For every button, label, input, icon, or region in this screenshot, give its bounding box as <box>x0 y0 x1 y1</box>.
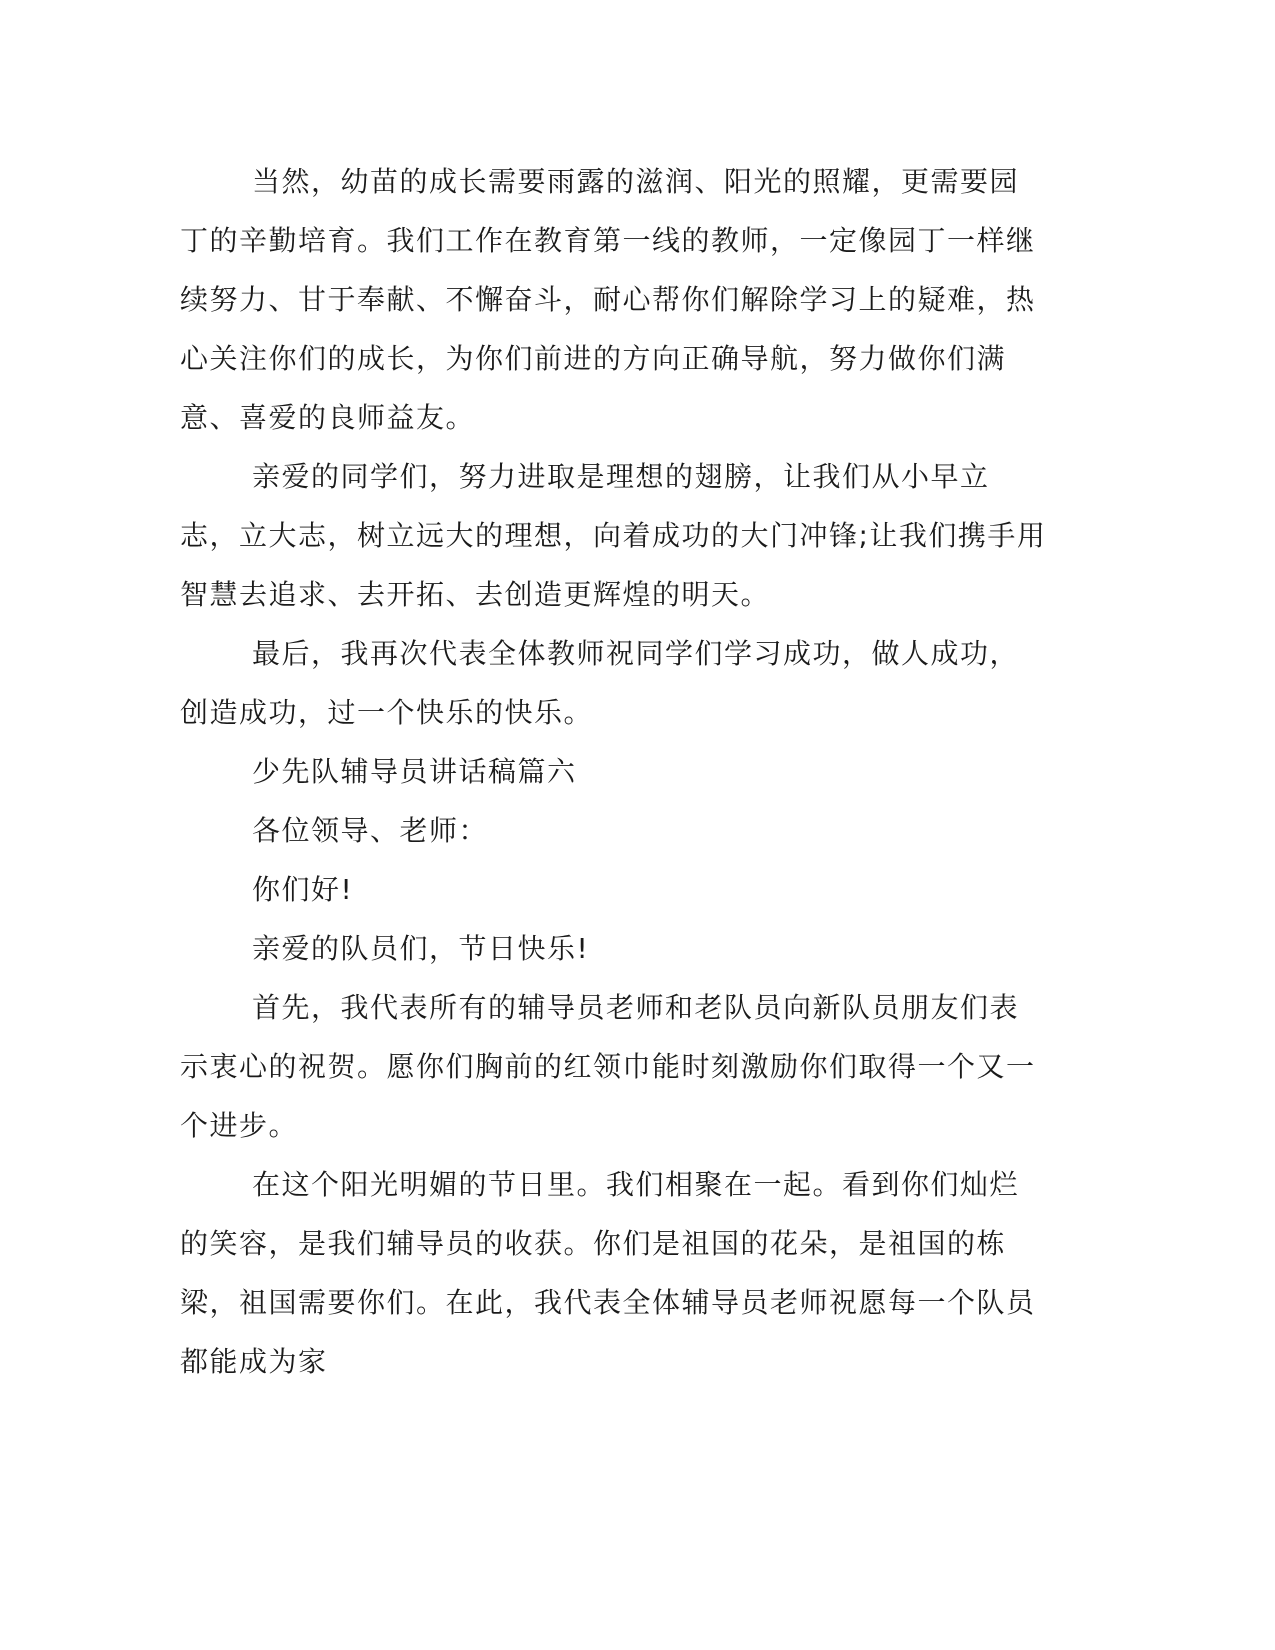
paragraph-ideals: 亲爱的同学们，努力进取是理想的翅膀，让我们从小早立志，立大志，树立远大的理想，向着成功的大门冲锋;让我们携手用智慧去追求、去开拓、去创造更辉煌的明天。 <box>180 460 1047 611</box>
paragraph-gardener-care: 当然，幼苗的成长需要雨露的滋润、阳光的照耀，更需要园丁的辛勤培育。我们工作在教育第一线的教师，一定像园丁一样继续努力、甘于奉献、不懈奋斗，耐心帮你们解除学习上的疑难，热心关注你们的成长，为你们前进的方向正确导航，努力做你们满意、喜爱的良师益友。 <box>180 165 1036 434</box>
section-heading: 少先队辅导员讲话稿篇六 <box>252 755 577 788</box>
greeting: 你们好! <box>252 873 354 906</box>
document-body <box>180 152 1048 1391</box>
holiday-greeting: 亲爱的队员们，节日快乐! <box>252 932 590 965</box>
salutation: 各位领导、老师： <box>252 814 489 847</box>
paragraph-closing-wishes: 最后，我再次代表全体教师祝同学们学习成功，做人成功，创造成功，过一个快乐的快乐。 <box>180 637 1020 729</box>
paragraph-sunny-day: 在这个阳光明媚的节日里。我们相聚在一起。看到你们灿烂的笑容，是我们辅导员的收获。你们是祖国的花朵，是祖国的栋梁，祖国需要你们。在此，我代表全体辅导员老师祝愿每一个队员都能成为家 <box>180 1168 1036 1378</box>
paragraph-congratulations: 首先，我代表所有的辅导员老师和老队员向新队员朋友们表示衷心的祝贺。愿你们胸前的红领巾能时刻激励你们取得一个又一个进步。 <box>180 991 1036 1142</box>
